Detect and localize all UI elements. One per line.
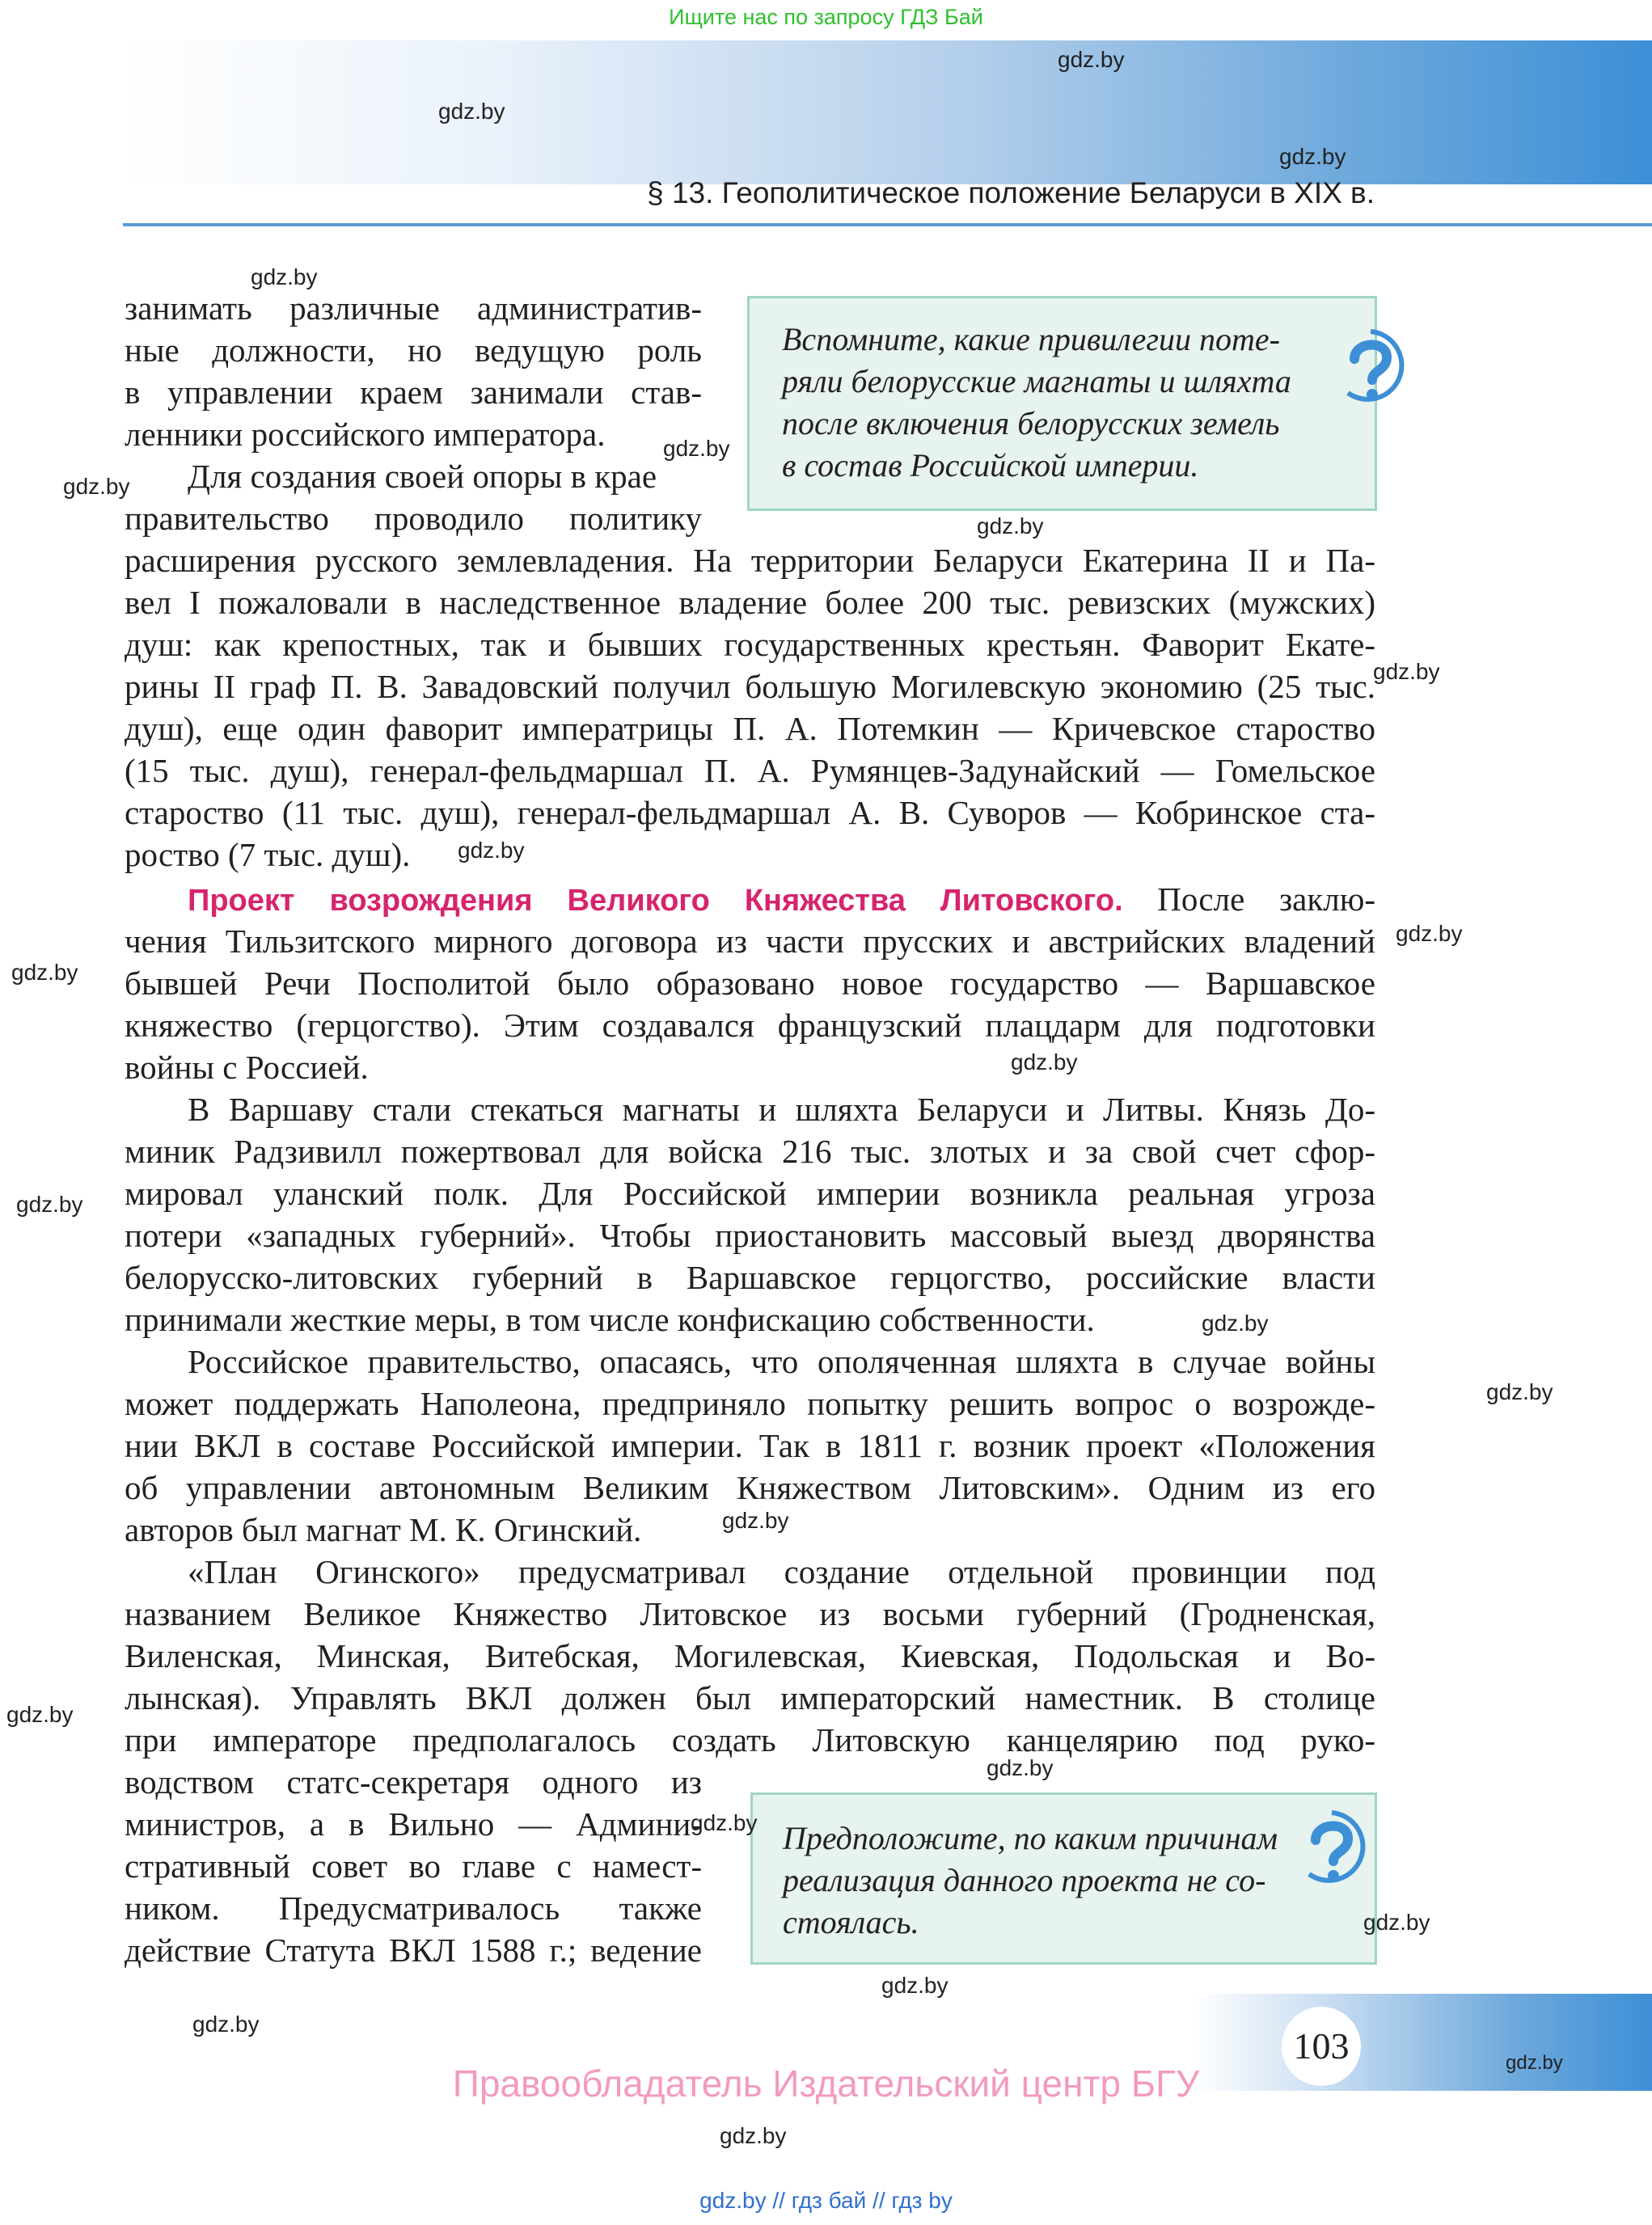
watermark: gdz.by [1486, 1379, 1553, 1404]
text-line: (15 тыс. душ), генерал-фельдмаршал П. А. Румянцев-Задунайский — Гомельское [125, 752, 1375, 789]
text-line: В Варшаву стали стекаться магнаты и шляхта Беларуси и Литвы. Князь До- [188, 1091, 1375, 1128]
text-line: ником. Предусматривалось также [125, 1889, 702, 1927]
callout-line: стоялась. [783, 1904, 919, 1940]
search-banner[interactable]: Ищите нас по запросу ГДЗ Бай [669, 5, 983, 29]
bottom-links[interactable]: gdz.by // гдз бай // гдз by [699, 2188, 953, 2213]
text-line: староство (11 тыс. душ), генерал-фельдмаршал А. В. Суворов — Кобринское ста- [125, 794, 1375, 831]
watermark: gdz.by [251, 264, 318, 289]
text-line: лынская). Управлять ВКЛ должен был императорский наместник. В столице [125, 1679, 1375, 1716]
watermark: gdz.by [192, 2012, 260, 2037]
chapter-title: § 13. Геополитическое положение Беларуси в XIX в. [647, 176, 1375, 209]
header-divider [123, 223, 1652, 226]
text-line: чения Тильзитского мирного договора из части прусских и австрийских владений [125, 923, 1375, 960]
text-line: об управлении автономным Великим Княжеством Литовским». Одним из его [125, 1469, 1375, 1506]
text-line: нии ВКЛ в составе Российской империи. Так в 1811 г. возник проект «Положения [125, 1427, 1375, 1464]
text-line: белорусско-литовских губерний в Варшавское герцогство, российские власти [125, 1259, 1375, 1296]
text-line: миник Радзивилл пожертвовал для войска 216 тыс. злотых и за свой счет сфор- [125, 1133, 1375, 1170]
text-line: рины II граф П. В. Завадовский получил большую Могилевскую экономию (25 тыс. [125, 668, 1375, 705]
page-number: 103 [1282, 2007, 1361, 2086]
watermark: gdz.by [1363, 1910, 1430, 1935]
text-line: роство (7 тыс. душ). [125, 836, 411, 873]
text-line: водством статс-секретаря одного из [125, 1763, 702, 1801]
text-line: занимать различные административ- [125, 289, 702, 327]
text-line: расширения русского землевладения. На территории Беларуси Екатерина II и Па- [125, 542, 1375, 579]
recall-callout [747, 296, 1377, 511]
question-circle-icon [1293, 1808, 1371, 1885]
text-line: действие Статута ВКЛ 1588 г.; ведение [125, 1932, 702, 1969]
watermark: gdz.by [458, 838, 525, 863]
watermark: gdz.by [987, 1755, 1054, 1780]
watermark: gdz.by [16, 1192, 83, 1217]
watermark: gdz.by [6, 1702, 74, 1727]
text-line: Российское правительство, опасаясь, что ополяченная шляхта в случае войны [188, 1343, 1375, 1380]
suppose-callout [750, 1792, 1377, 1965]
text-line: войны с Россией. [125, 1049, 369, 1086]
copyright-notice: Правообладатель Издательский центр БГУ [452, 2062, 1200, 2105]
text-line: принимали жесткие меры, в том числе конфискацию собственности. [125, 1301, 1095, 1338]
text-line: вел I пожаловали в наследственное владение более 200 тыс. ревизских (мужских) [125, 584, 1375, 621]
watermark: gdz.by [438, 99, 505, 124]
watermark: gdz.by [63, 474, 130, 499]
text-line: душ: как крепостных, так и бывших государственных крестьян. Фаворит Екате- [125, 626, 1375, 663]
watermark: gdz.by [722, 1508, 789, 1533]
watermark: gdz.by [691, 1810, 758, 1835]
text-line: княжество (герцогство). Этим создавался французский плацдарм для подготовки [125, 1007, 1375, 1044]
callout-line: Предположите, по каким причинам [783, 1820, 1278, 1856]
callout-line: ряли белорусские магнаты и шляхта [782, 363, 1291, 399]
watermark: gdz.by [1279, 144, 1346, 169]
watermark: gdz.by [11, 960, 78, 985]
callout-line: реализация данного проекта не со- [783, 1862, 1266, 1898]
watermark: gdz.by [1506, 2052, 1563, 2074]
watermark: gdz.by [1373, 659, 1440, 684]
watermark: gdz.by [1202, 1311, 1269, 1336]
text-line: может поддержать Наполеона, предприняло попытку решить вопрос о возрожде- [125, 1385, 1375, 1422]
watermark: gdz.by [881, 1973, 949, 1998]
watermark: gdz.by [1011, 1049, 1078, 1075]
section-heading-line [188, 878, 1375, 922]
callout-line: Вспомните, какие привилегии поте- [782, 321, 1280, 357]
callout-line: в состав Российской империи. [782, 447, 1199, 483]
callout-line: после включения белорусских земель [782, 405, 1280, 441]
text-line: Для создания своей опоры в крае [188, 458, 657, 495]
watermark: gdz.by [720, 2123, 787, 2148]
text-line: министров, а в Вильно — Админи- [125, 1805, 702, 1843]
text-line: авторов был магнат М. К. Огинский. [125, 1511, 642, 1548]
question-circle-icon [1332, 327, 1409, 404]
header-band [123, 40, 1652, 184]
watermark: gdz.by [1396, 921, 1463, 946]
text-line-rest: После заклю- [1122, 880, 1376, 918]
watermark: gdz.by [977, 513, 1044, 538]
text-line: при императоре предполагалось создать Литовскую канцелярию под руко- [125, 1721, 1375, 1758]
text-line: в управлении краем занимали став- [125, 374, 702, 411]
text-line: ленники российского императора. [125, 416, 606, 453]
text-line: Виленская, Минская, Витебская, Могилевская, Киевская, Подольская и Во- [125, 1637, 1375, 1674]
text-line: правительство проводило политику [125, 500, 702, 537]
watermark: gdz.by [663, 436, 730, 461]
text-line: бывшей Речи Посполитой было образовано новое государство — Варшавское [125, 965, 1375, 1002]
text-line: названием Великое Княжество Литовское из восьми губерний (Гродненская, [125, 1595, 1375, 1632]
text-line: «План Огинского» предусматривал создание отдельной провинции под [188, 1553, 1375, 1590]
watermark: gdz.by [1058, 47, 1125, 72]
text-line: потери «западных губерний». Чтобы приостановить массовый выезд дворянства [125, 1217, 1375, 1254]
text-line: душ), еще один фаворит императрицы П. А. Потемкин — Кричевское староство [125, 710, 1375, 747]
text-line: стративный совет во главе с намест- [125, 1847, 702, 1885]
text-line: ные должности, но ведущую роль [125, 331, 702, 369]
text-line: мировал уланский полк. Для Российской империи возникла реальная угроза [125, 1175, 1375, 1212]
section-heading: Проект возрождения Великого Княжества Литовского. [188, 884, 1123, 918]
